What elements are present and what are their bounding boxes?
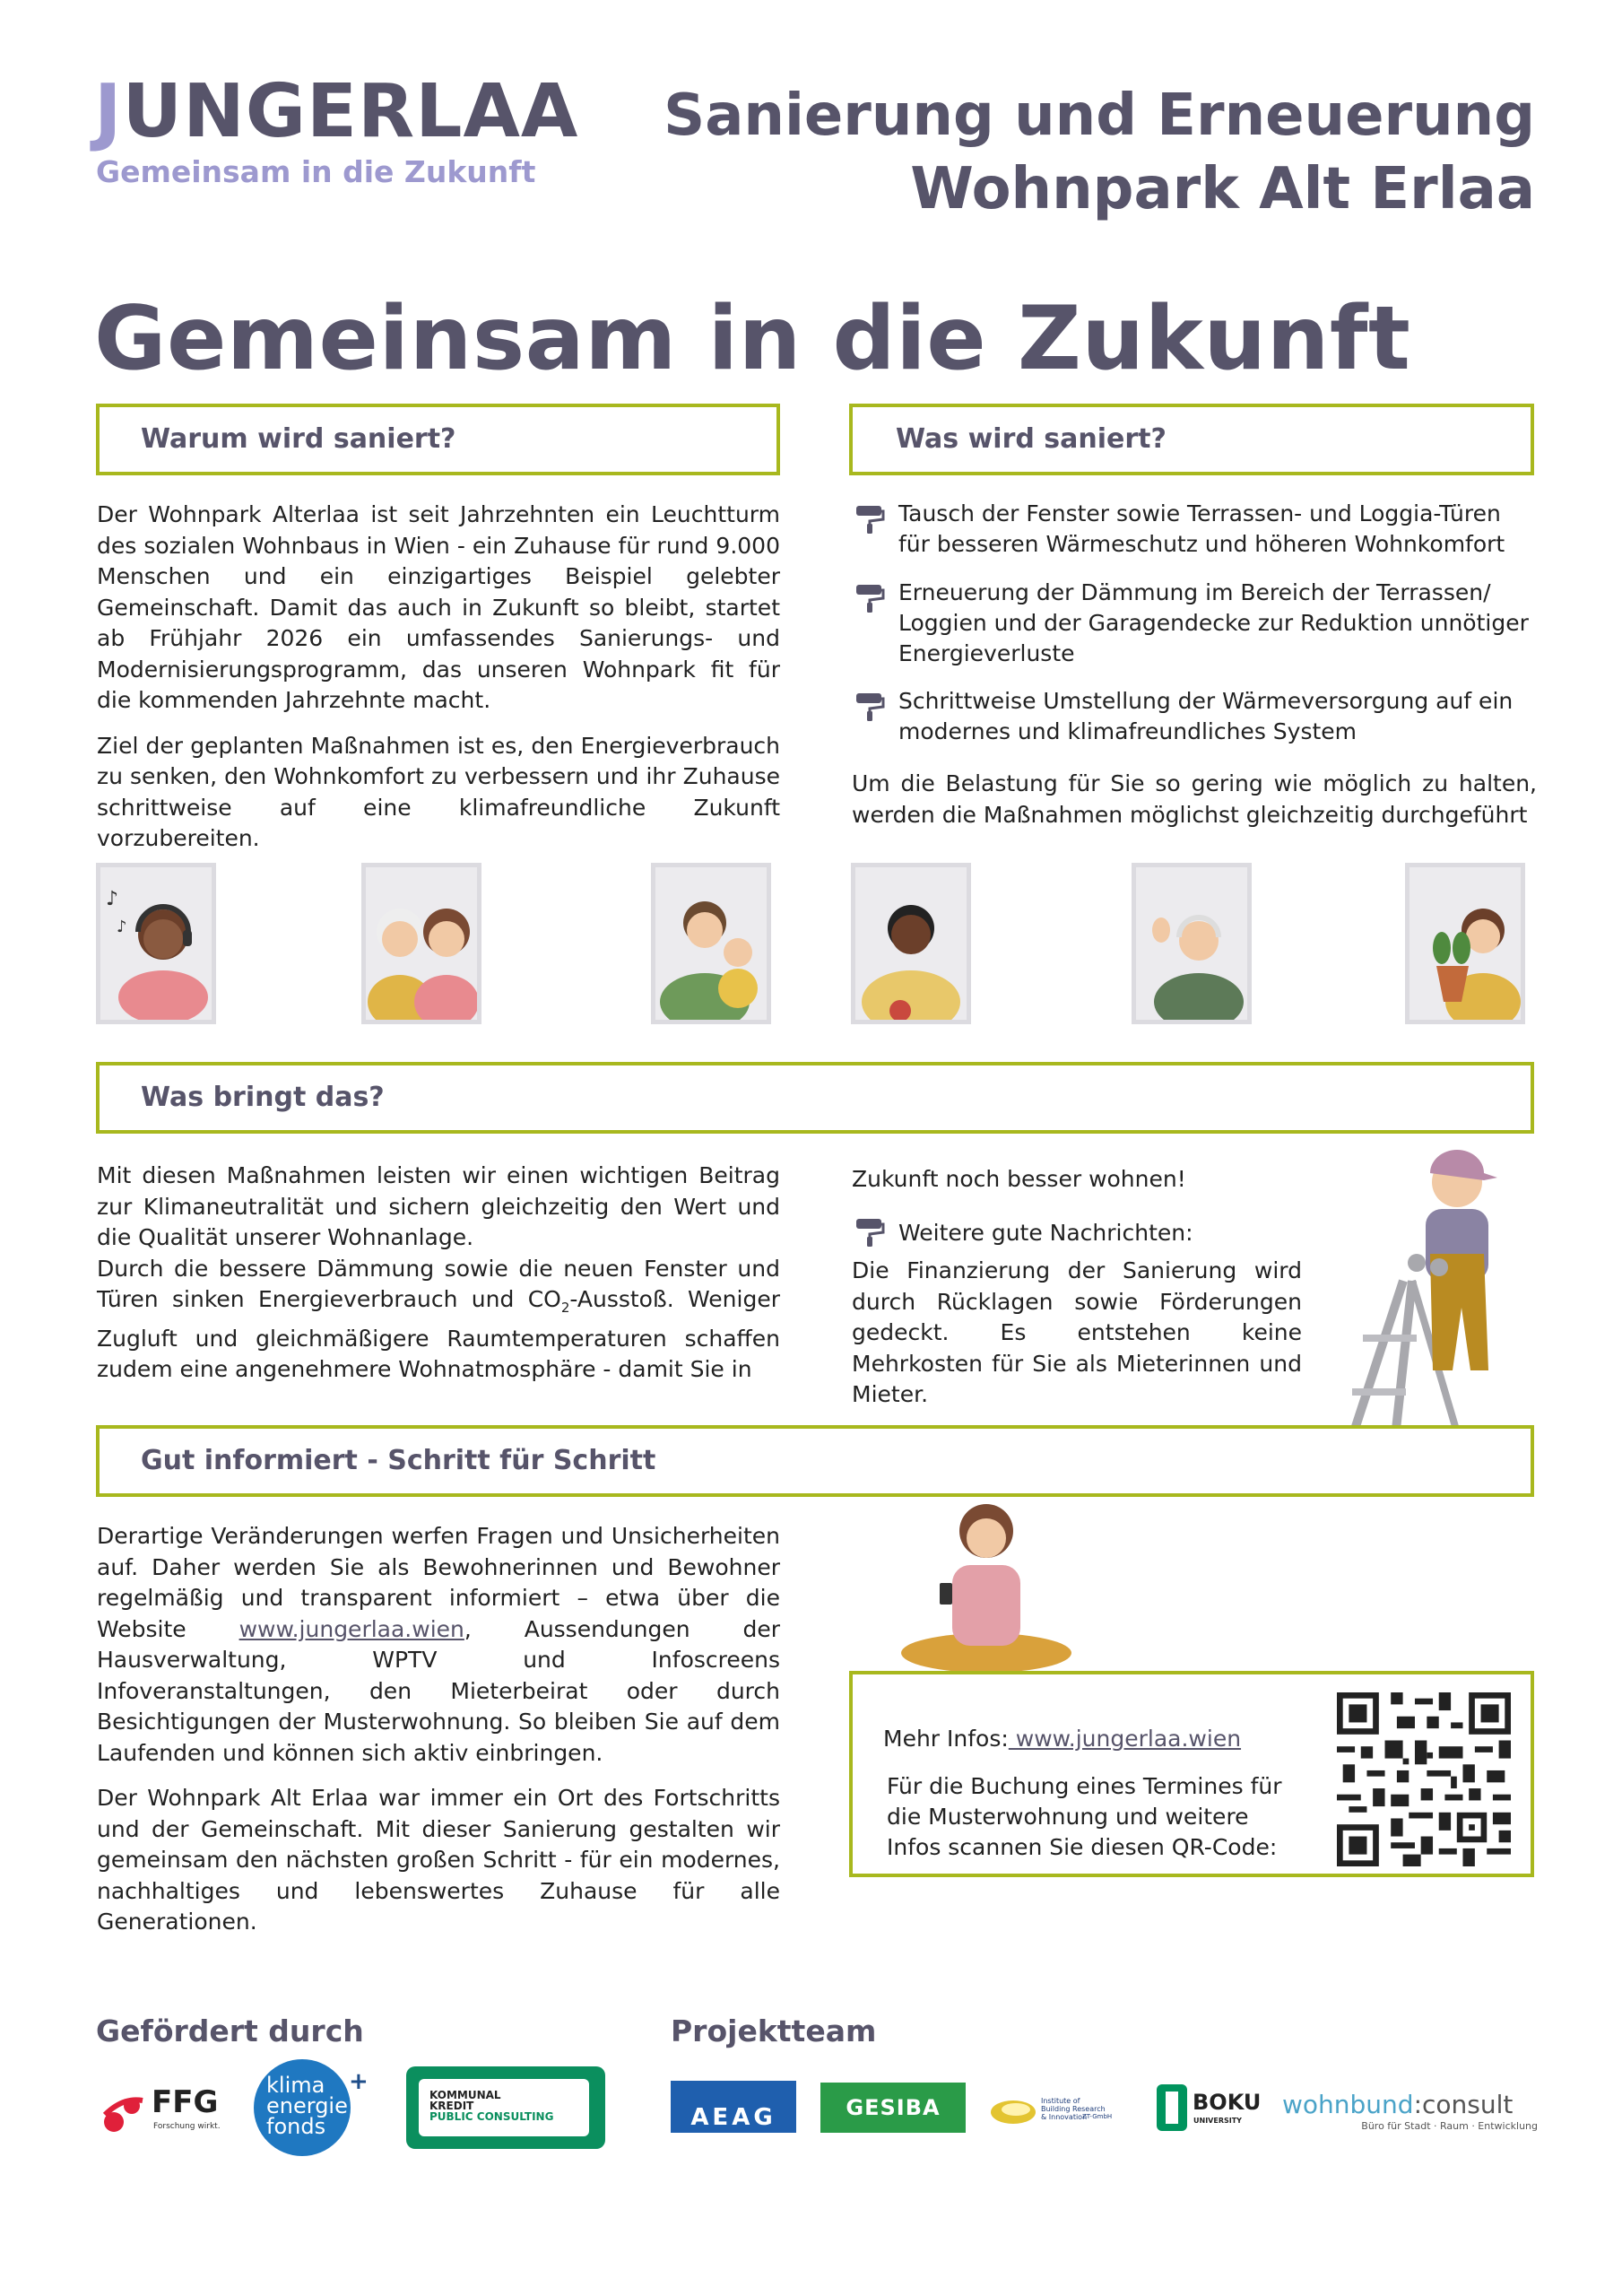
- ibr-logo: Institute of Building Research & Innovation ZT-GmbH: [989, 2095, 1132, 2131]
- gesiba-logo: GESIBA: [820, 2083, 966, 2133]
- section-informiert-title: Gut informiert - Schritt für Schritt: [141, 1445, 656, 1476]
- footer-project-team: Projektteam: [671, 2013, 877, 2048]
- logo-wordmark: JUNGERLAA: [94, 69, 579, 154]
- person-knitting-illustration: [855, 867, 967, 1020]
- section-warum-header: [96, 404, 780, 475]
- window-illustration-knitting: [851, 863, 971, 1024]
- ffg-logo: [96, 2081, 221, 2144]
- ffg-swoosh-icon: [96, 2088, 150, 2142]
- informiert-paragraph-2: Der Wohnpark Alt Erlaa war immer ein Ort des Fortschritts und der Gemeinschaft. Mit dieser Sanierung gestalten wir gemeinsam den nächsten großen Schritt - für ein modernes, nachhaltiges und lebenswertes Zuhause für alle Generationen.: [97, 1785, 780, 1935]
- aeag-logo: AEAG: [671, 2081, 796, 2133]
- section-informiert-body: [97, 1521, 780, 1952]
- bringt-news-heading: Weitere gute Nachrichten:: [898, 1220, 1193, 1246]
- window-illustration-father-child: [651, 863, 771, 1024]
- section-bringt-title: Was bringt das?: [141, 1082, 385, 1113]
- father-child-illustration: [655, 867, 767, 1020]
- was-bullet-1: Tausch der Fenster sowie Terrassen- und Loggia-Türen für besseren Wärmeschutz und höheren Wohnkomfort: [898, 500, 1505, 557]
- qr-code[interactable]: [1337, 1692, 1511, 1866]
- bringt-paragraph-2: Durch die bessere Dämmung sowie die neuen Fenster und Türen sinken Energieverbrauch und $CO_2$-Ausstoß. Weniger Zugluft und gleichmäßigere Raumtemperaturen schaffen zudem eine angenehmere Wohnatmosphäre - damit Sie in: [97, 1255, 780, 1382]
- paint-roller-icon: [854, 504, 885, 535]
- section-bringt-body: [97, 1161, 780, 1386]
- elderly-couple-illustration: [366, 867, 477, 1020]
- svg-text:♪: ♪: [117, 918, 127, 936]
- section-bringt-header: [96, 1062, 1534, 1134]
- informiert-paragraph-1: Derartige Veränderungen werfen Fragen und Unsicherheiten auf. Daher werden Sie als Bewohnerinnen und Bewohner regelmäßig und transparent informiert – etwa über die Website www.jungerlaa.wien, Aussendungen der Hausverwaltung, WPTV und Infoscreens Infoveranstaltungen, den Mieterbeirat oder durch Besichtigungen der Musterwohnung. So bleiben Sie auf dem Laufenden und können sich aktiv einbringen.: [97, 1523, 781, 1766]
- was-bullet-3: Schrittweise Umstellung der Wärmeversorgung auf ein modernes und klimafreundliches System: [898, 688, 1514, 744]
- paint-roller-icon: [854, 1217, 885, 1248]
- ffg-tagline: Forschung wirkt.: [153, 2122, 221, 2131]
- boku-logo: BOKU UNIVERSITY: [1157, 2081, 1264, 2135]
- person-phone-illustration: [897, 1493, 1076, 1673]
- bringt-paragraph-1: Mit diesen Maßnahmen leisten wir einen wichtigen Beitrag zur Klimaneutralität und sichern gleichzeitig den Wert und die Qualität unserer Wohnanlage.: [97, 1162, 780, 1250]
- svg-text:♪: ♪: [106, 888, 119, 910]
- wohnbund-logo: wohnbund:consult Büro für Stadt · Raum · Entwicklung: [1282, 2090, 1538, 2132]
- window-illustration-music: [96, 863, 216, 1024]
- section-was-title: Was wird saniert?: [896, 423, 1167, 455]
- website-link[interactable]: www.jungerlaa.wien: [239, 1615, 464, 1642]
- logo: [94, 69, 579, 197]
- klimafonds-plus: +: [349, 2068, 369, 2095]
- person-watering-plant-illustration: [1409, 867, 1521, 1020]
- section-informiert-header: [96, 1425, 1534, 1497]
- section-was-header: [849, 404, 1534, 475]
- warum-paragraph-1: Der Wohnpark Alterlaa ist seit Jahrzehnten ein Leuchtturm des sozialen Wohnbaus in Wien - ein Zuhause für rund 9.000 Menschen und ein einzigartiges Beispiel gelebter Gemeinschaft. Damit das auch in Zukunft so bleibt, startet ab Frühjahr 2026 ein umfassendes Sanierungs- und Modernisierungsprogramm, das unseren Wohnpark fit für die kommenden Jahrzehnte macht.: [97, 501, 780, 713]
- logo-tagline: Gemeinsam in die Zukunft: [96, 154, 536, 189]
- window-illustration-elderly-man: [1132, 863, 1252, 1024]
- ffg-wordmark: FFG: [152, 2084, 219, 2120]
- klimafonds-logo: klima energie fonds +: [254, 2059, 361, 2158]
- info-box: [849, 1671, 1534, 1877]
- bringt-news-text: Die Finanzierung der Sanierung wird durch Rücklagen sowie Förderungen gedeckt. Es entstehen keine Mehrkosten für Sie als Mieterinnen und Mieter.: [852, 1257, 1302, 1407]
- person-headphones-illustration: [100, 867, 212, 1020]
- section-warum-body: [97, 500, 780, 869]
- window-illustration-plant: [1405, 863, 1525, 1024]
- info-box-text: Für die Buchung eines Termines für die Musterwohnung und weitere Infos scannen Sie diesen QR-Code:: [887, 1773, 1282, 1860]
- info-box-link-line: Mehr Infos: www.jungerlaa.wien: [883, 1726, 1242, 1752]
- section-warum-title: Warum wird saniert?: [141, 423, 456, 455]
- ibr-ellipse-icon: [989, 2099, 1037, 2126]
- elderly-man-waving-illustration: [1136, 867, 1247, 1020]
- page-title: Gemeinsam in die Zukunft: [94, 288, 1411, 390]
- window-illustration-couple: [361, 863, 481, 1024]
- kommunalkredit-logo: KOMMUNAL KREDIT PUBLIC CONSULTING: [406, 2066, 605, 2149]
- footer-funded-by: Gefördert durch: [96, 2013, 364, 2048]
- warum-paragraph-2: Ziel der geplanten Maßnahmen ist es, den Energieverbrauch zu senken, den Wohnkomfort zu verbessern und ihr Zuhause schrittweise auf eine klimafreundliche Zukunft vorzubereiten.: [97, 732, 780, 851]
- was-closing: Um die Belastung für Sie so gering wie möglich zu halten, werden die Maßnahmen möglichst gleichzeitig durchgeführt: [852, 770, 1537, 828]
- header-title-line1: Sanierung und Erneuerung: [664, 83, 1535, 149]
- paint-roller-icon: [854, 583, 885, 613]
- was-bullet-2: Erneuerung der Dämmung im Bereich der Terrassen/ Loggien und der Garagendecke zur Reduktion unnötiger Energieverluste: [898, 579, 1529, 666]
- bringt-continued: Zukunft noch besser wohnen!: [852, 1166, 1186, 1192]
- header-title-line2: Wohnpark Alt Erlaa: [910, 156, 1535, 222]
- paint-roller-icon: [854, 691, 885, 722]
- header-title: [664, 79, 1535, 226]
- info-website-link[interactable]: www.jungerlaa.wien: [1008, 1726, 1242, 1752]
